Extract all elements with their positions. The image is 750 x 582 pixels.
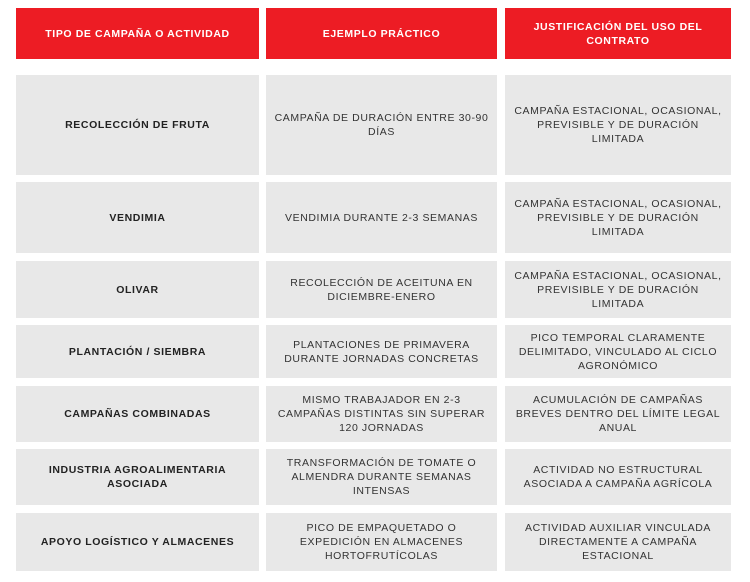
row-2-justificacion: CAMPAÑA ESTACIONAL, OCASIONAL, PREVISIBLE Y DE DURACIÓN LIMITADA bbox=[505, 182, 731, 253]
row-1-ejemplo: CAMPAÑA DE DURACIÓN ENTRE 30-90 DÍAS bbox=[266, 75, 497, 175]
row-4-ejemplo: PLANTACIONES DE PRIMAVERA DURANTE JORNADAS CONCRETAS bbox=[266, 325, 497, 378]
row-5-ejemplo: MISMO TRABAJADOR EN 2-3 CAMPAÑAS DISTINTAS SIN SUPERAR 120 JORNADAS bbox=[266, 386, 497, 442]
row-6-tipo: INDUSTRIA AGROALIMENTARIA ASOCIADA bbox=[16, 449, 259, 505]
row-4-tipo: PLANTACIÓN / SIEMBRA bbox=[16, 325, 259, 378]
header-tipo: TIPO DE CAMPAÑA O ACTIVIDAD bbox=[16, 8, 259, 59]
row-7-tipo: APOYO LOGÍSTICO Y ALMACENES bbox=[16, 513, 259, 571]
row-2-ejemplo: VENDIMIA DURANTE 2-3 SEMANAS bbox=[266, 182, 497, 253]
row-3-tipo: OLIVAR bbox=[16, 261, 259, 318]
row-6-ejemplo: TRANSFORMACIÓN DE TOMATE O ALMENDRA DURANTE SEMANAS INTENSAS bbox=[266, 449, 497, 505]
row-3-ejemplo: RECOLECCIÓN DE ACEITUNA EN DICIEMBRE-ENERO bbox=[266, 261, 497, 318]
row-1-tipo: RECOLECCIÓN DE FRUTA bbox=[16, 75, 259, 175]
row-5-justificacion: ACUMULACIÓN DE CAMPAÑAS BREVES DENTRO DEL LÍMITE LEGAL ANUAL bbox=[505, 386, 731, 442]
row-7-justificacion: ACTIVIDAD AUXILIAR VINCULADA DIRECTAMENTE A CAMPAÑA ESTACIONAL bbox=[505, 513, 731, 571]
header-ejemplo: EJEMPLO PRÁCTICO bbox=[266, 8, 497, 59]
row-4-justificacion: PICO TEMPORAL CLARAMENTE DELIMITADO, VINCULADO AL CICLO AGRONÓMICO bbox=[505, 325, 731, 378]
row-7-ejemplo: PICO DE EMPAQUETADO O EXPEDICIÓN EN ALMACENES HORTOFRUTÍCOLAS bbox=[266, 513, 497, 571]
row-3-justificacion: CAMPAÑA ESTACIONAL, OCASIONAL, PREVISIBLE Y DE DURACIÓN LIMITADA bbox=[505, 261, 731, 318]
header-justificacion: JUSTIFICACIÓN DEL USO DEL CONTRATO bbox=[505, 8, 731, 59]
row-6-justificacion: ACTIVIDAD NO ESTRUCTURAL ASOCIADA A CAMPAÑA AGRÍCOLA bbox=[505, 449, 731, 505]
row-5-tipo: CAMPAÑAS COMBINADAS bbox=[16, 386, 259, 442]
row-1-justificacion: CAMPAÑA ESTACIONAL, OCASIONAL, PREVISIBLE Y DE DURACIÓN LIMITADA bbox=[505, 75, 731, 175]
row-2-tipo: VENDIMIA bbox=[16, 182, 259, 253]
